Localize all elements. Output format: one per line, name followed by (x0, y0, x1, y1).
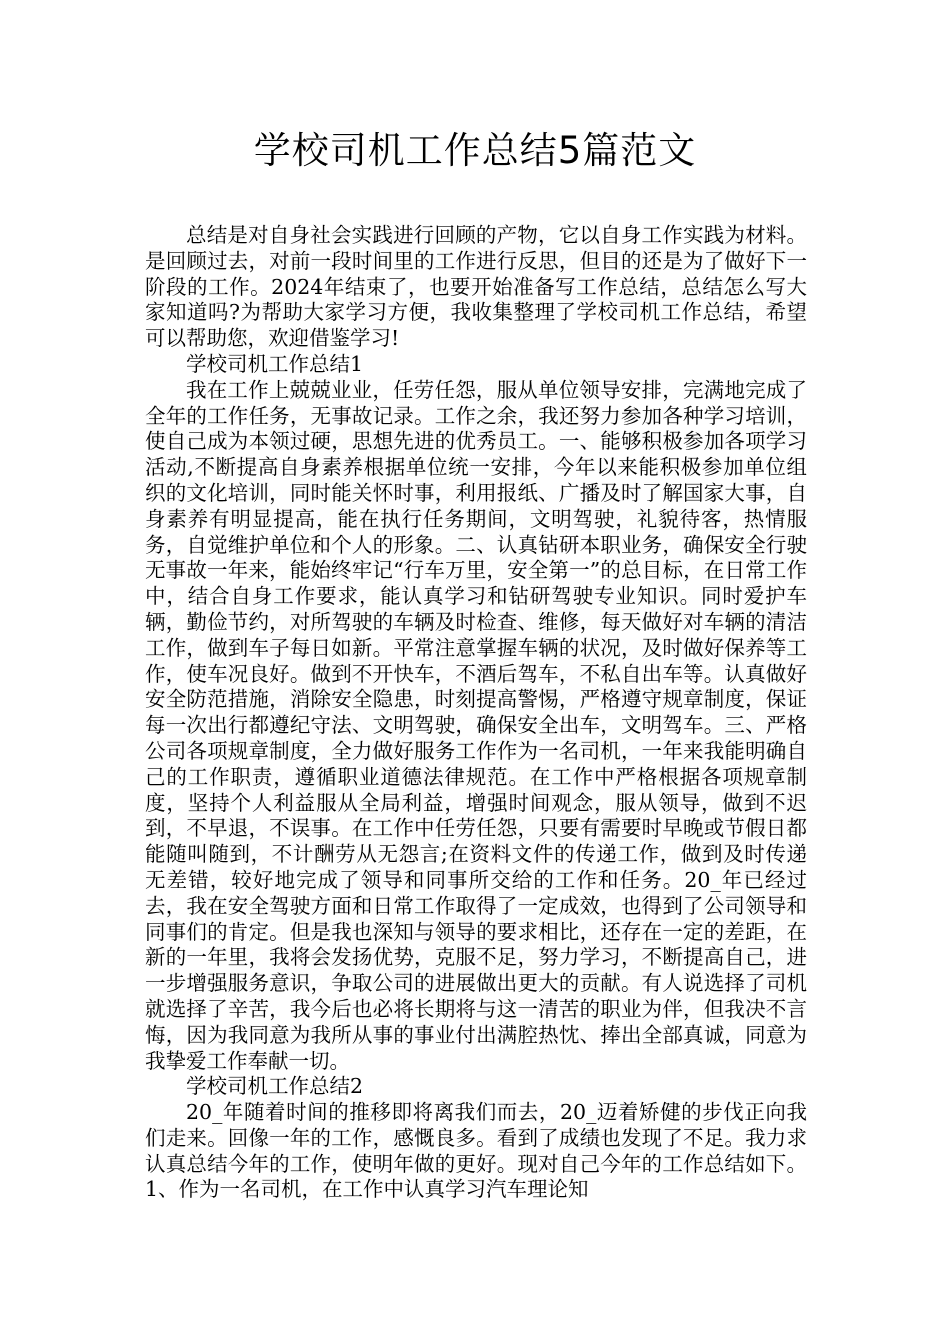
document-body (145, 223, 807, 1203)
intro-paragraph: 总结是对自身社会实践进行回顾的产物，它以自身工作实践为材料。是回顾过去，对前一段时间里的工作进行反思，但目的还是为了做好下一阶段的工作。2024年结束了，也要开始准备写工作总结，总结怎么写大家知道吗?为帮助大家学习方便，我收集整理了学校司机工作总结，希望可以帮助您，欢迎借鉴学习! (145, 223, 807, 351)
section-2-heading: 学校司机工作总结2 (186, 1074, 364, 1099)
section-2-paragraph: 20_年随着时间的推移即将离我们而去，20_迈着矫健的步伐正向我们走来。回像一年的工作，感慨良多。看到了成绩也发现了不足。我力求认真总结今年的工作，使明年做的更好。现对自己今年的工作总结如下。1、作为一名司机，在工作中认真学习汽车理论知 (145, 1100, 807, 1202)
section-1-heading: 学校司机工作总结1 (186, 351, 364, 376)
section-1-paragraph: 我在工作上兢兢业业，任劳任怨，服从单位领导安排，完满地完成了全年的工作任务，无事故记录。工作之余，我还努力参加各种学习培训，使自己成为本领过硬，思想先进的优秀员工。一、能够积极参加各项学习活动,不断提高自身素养根据单位统一安排，今年以来能积极参加单位组织的文化培训，同时能关怀时事，利用报纸、广播及时了解国家大事，自身素养有明显提高，能在执行任务期间，文明驾驶，礼貌待客，热情服务，自觉维护单位和个人的形象。二、认真钻研本职业务，确保安全行驶无事故一年来，能始终牢记“行车万里，安全第一”的总目标，在日常工作中，结合自身工作要求，能认真学习和钻研驾驶专业知识。同时爱护车辆，勤俭节约，对所驾驶的车辆及时检查、维修，每天做好对车辆的清洁工作，做到车子每日如新。平常注意掌握车辆的状况，及时做好保养等工作，使车况良好。做到不开快车，不酒后驾车，不私自出车等。认真做好安全防范措施，消除安全隐患，时刻提高警惕，严格遵守规章制度，保证每一次出行都遵纪守法、文明驾驶，确保安全出车，文明驾车。三、严格公司各项规章制度，全力做好服务工作作为一名司机，一年来我能明确自己的工作职责，遵循职业道德法律规范。在工作中严格根据各项规章制度，坚持个人利益服从全局利益，增强时间观念，服从领导，做到不迟到，不早退，不误事。在工作中任劳任怨，只要有需要时早晚或节假日都能随叫随到，不计酬劳从无怨言;在资料文件的传递工作，做到及时传递无差错，较好地完成了领导和同事所交给的工作和任务。20_年已经过去，我在安全驾驶方面和日常工作取得了一定成效，也得到了公司领导和同事们的肯定。但是我也深知与领导的要求相比，还存在一定的差距，在新的一年里，我将会发扬优势，克服不足，努力学习，不断提高自己，进一步增强服务意识，争取公司的进展做出更大的贡献。有人说选择了司机就选择了辛苦，我今后也必将长期将与这一清苦的职业为伴，但我决不言悔，因为我同意为我所从事的事业付出满腔热忱、捧出全部真诚，同意为我挚爱工作奉献一切。 (145, 377, 807, 1073)
document-title: 学校司机工作总结5篇范文 (253, 129, 697, 172)
